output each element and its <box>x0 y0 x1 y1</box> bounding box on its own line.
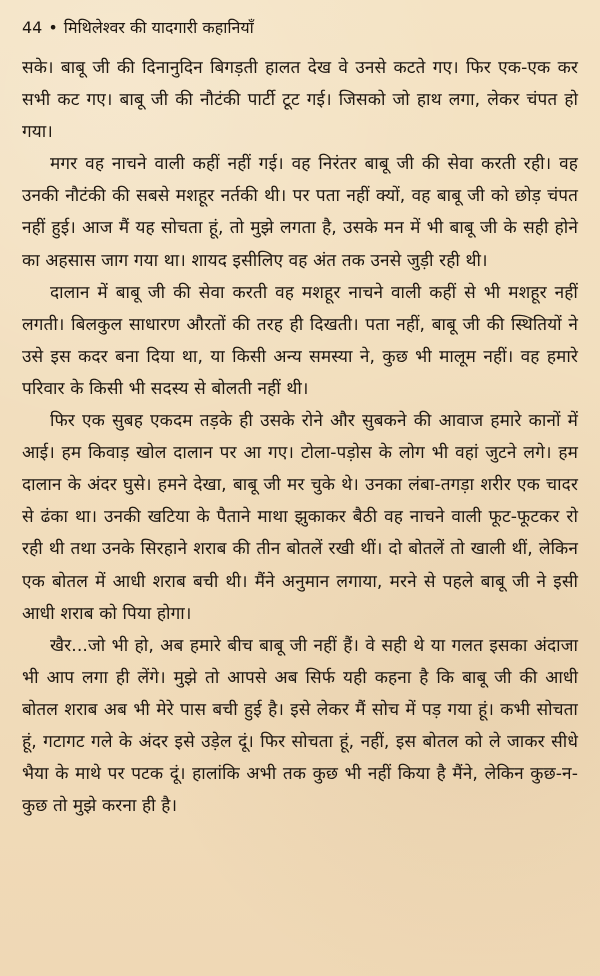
book-title: मिथिलेश्वर की यादगारी कहानियाँ <box>63 18 254 37</box>
page-number: 44 <box>22 18 43 37</box>
header-separator: • <box>48 18 58 37</box>
page-header <box>22 16 578 40</box>
paragraph: दालान में बाबू जी की सेवा करती वह मशहूर नाचने वाली कहीं से भी मशहूर नहीं लगती। बिलकुल साधारण औरतों की तरह ही दिखती। पता नहीं, बाबू जी की स्थितियों ने उसे इस कदर बना दिया था, या किसी अन्य समस्या ने, कुछ भी मालूम नहीं। वह हमारे परिवार के किसी भी सदस्य से बोलती नहीं थी। <box>22 282 578 399</box>
paragraph: फिर एक सुबह एकदम तड़के ही उसके रोने और सुबकने की आवाज हमारे कानों में आई। हम किवाड़ खोल दालान पर आ गए। टोला-पड़ोस के लोग भी वहां जुटने लगे। हम दालान के अंदर घुसे। हमने देखा, बाबू जी मर चुके थे। उनका लंबा-तगड़ा शरीर एक चादर से ढंका था। उनकी खटिया के पैताने माथा झुकाकर बैठी वह नाचने वाली फूट-फूटकर रो रही थी तथा उनके सिरहाने शराब की तीन बोतलें रखी थीं। दो बोतलें तो खाली थीं, लेकिन एक बोतल में आधी शराब बची थी। मैंने अनुमान लगाया, मरने से पहले बाबू जी ने इसी आधी शराब को पिया होगा। <box>22 411 578 624</box>
page-content <box>22 52 578 822</box>
paragraph: खैर...जो भी हो, अब हमारे बीच बाबू जी नहीं हैं। वे सही थे या गलत इसका अंदाजा भी आप लगा ही लेंगे। मुझे तो आपसे अब सिर्फ यही कहना है कि बाबू जी की आधी बोतल शराब अब भी मेरे पास बची हुई है। इसे लेकर मैं सोच में पड़ गया हूं। कभी सोचता हूं, गटागट गले के अंदर इसे उड़ेल दूं। फिर सोचता हूं, नहीं, इस बोतल को ले जाकर सीधे भैया के माथे पर पटक दूं। हालांकि अभी तक कुछ भी नहीं किया है मैंने, लेकिन कुछ-न-कुछ तो मुझे करना ही है। <box>22 635 578 817</box>
paragraph: मगर वह नाचने वाली कहीं नहीं गई। वह निरंतर बाबू जी की सेवा करती रही। वह उनकी नौटंकी की सबसे मशहूर नर्तकी थी। पर पता नहीं क्यों, वह बाबू जी को छोड़ चंपत नहीं हुई। आज मैं यह सोचता हूं, तो मुझे लगता है, उसके मन में भी बाबू जी के सही होने का अहसास जाग गया था। शायद इसीलिए वह अंत तक उनसे जुड़ी रही थी। <box>22 154 578 271</box>
paragraph: सके। बाबू जी की दिनानुदिन बिगड़ती हालत देख वे उनसे कटते गए। फिर एक-एक कर सभी कट गए। बाबू जी की नौटंकी पार्टी टूट गई। जिसको जो हाथ लगा, लेकर चंपत हो गया। <box>22 58 578 143</box>
